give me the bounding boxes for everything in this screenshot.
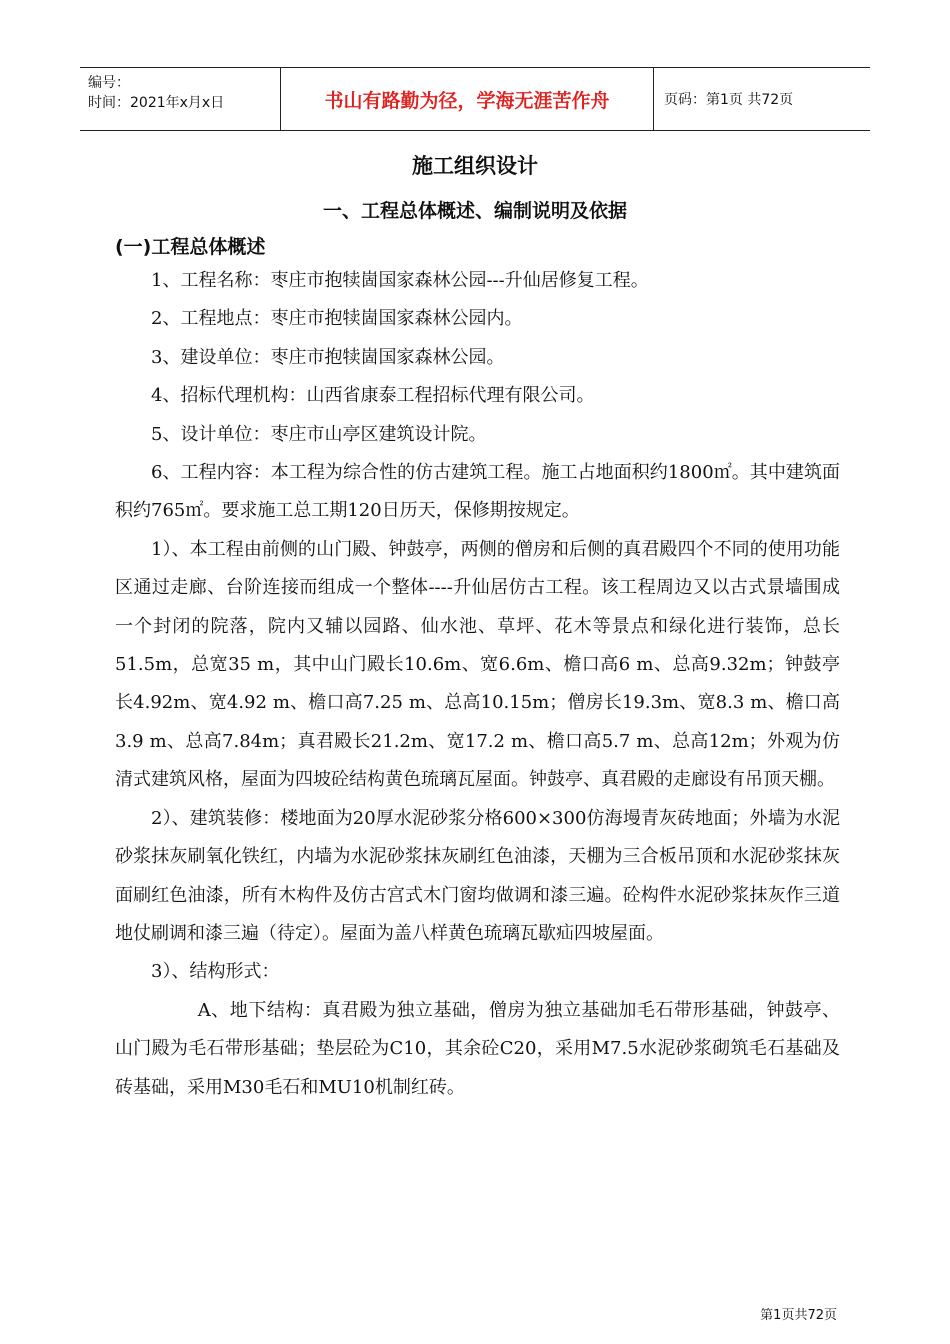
number-label: 编号： bbox=[88, 75, 130, 91]
date-label: 时间：2021年x月x日 bbox=[88, 95, 225, 111]
paragraph: A、地下结构：真君殿为独立基础，僧房为独立基础加毛石带形基础，钟鼓亭、山门殿为毛石带形基础；垫层砼为C10，其余砼C20，采用M7.5水泥砂浆砌筑毛石基础及砖基础，采用M30毛石和MU10机制红砖。 bbox=[115, 999, 840, 1098]
page-footer: 第1页共72页 bbox=[760, 1308, 837, 1323]
paragraph: 3）、结构形式： bbox=[151, 961, 280, 983]
paragraph: 6、工程内容：本工程为综合性的仿古建筑工程。施工占地面积约1800㎡。其中建筑面积约765㎡。要求施工总工期120日历天，保修期按规定。 bbox=[115, 462, 840, 522]
paragraph: 5、设计单位：枣庄市山亭区建筑设计院。 bbox=[151, 423, 487, 445]
document-title: 施工组织设计 bbox=[412, 154, 538, 178]
paragraph: 1、工程名称：枣庄市抱犊崮国家森林公园---升仙居修复工程。 bbox=[151, 270, 649, 291]
paragraph: 4、招标代理机构：山西省康泰工程招标代理有限公司。 bbox=[151, 385, 595, 407]
paragraph: 1）、本工程由前侧的山门殿、钟鼓亭，两侧的僧房和后侧的真君殿四个不同的使用功能区通过走廊、台阶连接而组成一个整体----升仙居仿古工程。该工程周边又以古式景墙围成一个封闭的院落，院内又辅以园路、仙水池、草坪、花木等景点和绿化进行装饰，总长51.5m，总宽35 m，其中山门殿长10.6m、宽6.6m、檐口高6 m、总高9.32m；钟鼓亭长4.92m、宽4.92 m、檐口高7.25 m、总高10.15m；僧房长19.3m、宽8.3 m、檐口高3.9 m、总高7.84m；真君殿长21.2m、宽17.2 m、檐口高5.7 m、总高12m；外观为仿清式建筑风格，屋面为四坡砼结构黄色琉璃瓦屋面。钟鼓亭、真君殿的走廊设有吊顶天棚。 bbox=[115, 538, 840, 791]
section-heading: (一)工程总体概述 bbox=[115, 236, 266, 258]
chapter-heading: 一、工程总体概述、编制说明及依据 bbox=[322, 200, 627, 222]
header-meta bbox=[80, 68, 280, 130]
paragraph: 3、建设单位：枣庄市抱犊崮国家森林公园。 bbox=[151, 346, 505, 368]
header-table bbox=[80, 67, 870, 131]
motto: 书山有路勤为径，学海无涯苦作舟 bbox=[280, 68, 654, 130]
page-indicator: 页码：第1页 共72页 bbox=[664, 92, 794, 108]
paragraph: 2）、建筑装修：楼地面为20厚水泥砂浆分格600×300仿海墁青灰砖地面；外墙为水泥砂浆抹灰刷氧化铁红，内墙为水泥砂浆抹灰刷红色油漆，天棚为三合板吊顶和水泥砂浆抹灰面刷红色油漆，所有木构件及仿古宫式木门窗均做调和漆三遍。砼构件水泥砂浆抹灰作三道地仗刷调和漆三遍（待定）。屋面为盖八样黄色琉璃瓦歇疝四坡屋面。 bbox=[115, 807, 840, 944]
document-body bbox=[115, 262, 840, 1107]
paragraph: 2、工程地点：枣庄市抱犊崮国家森林公园内。 bbox=[151, 308, 523, 330]
